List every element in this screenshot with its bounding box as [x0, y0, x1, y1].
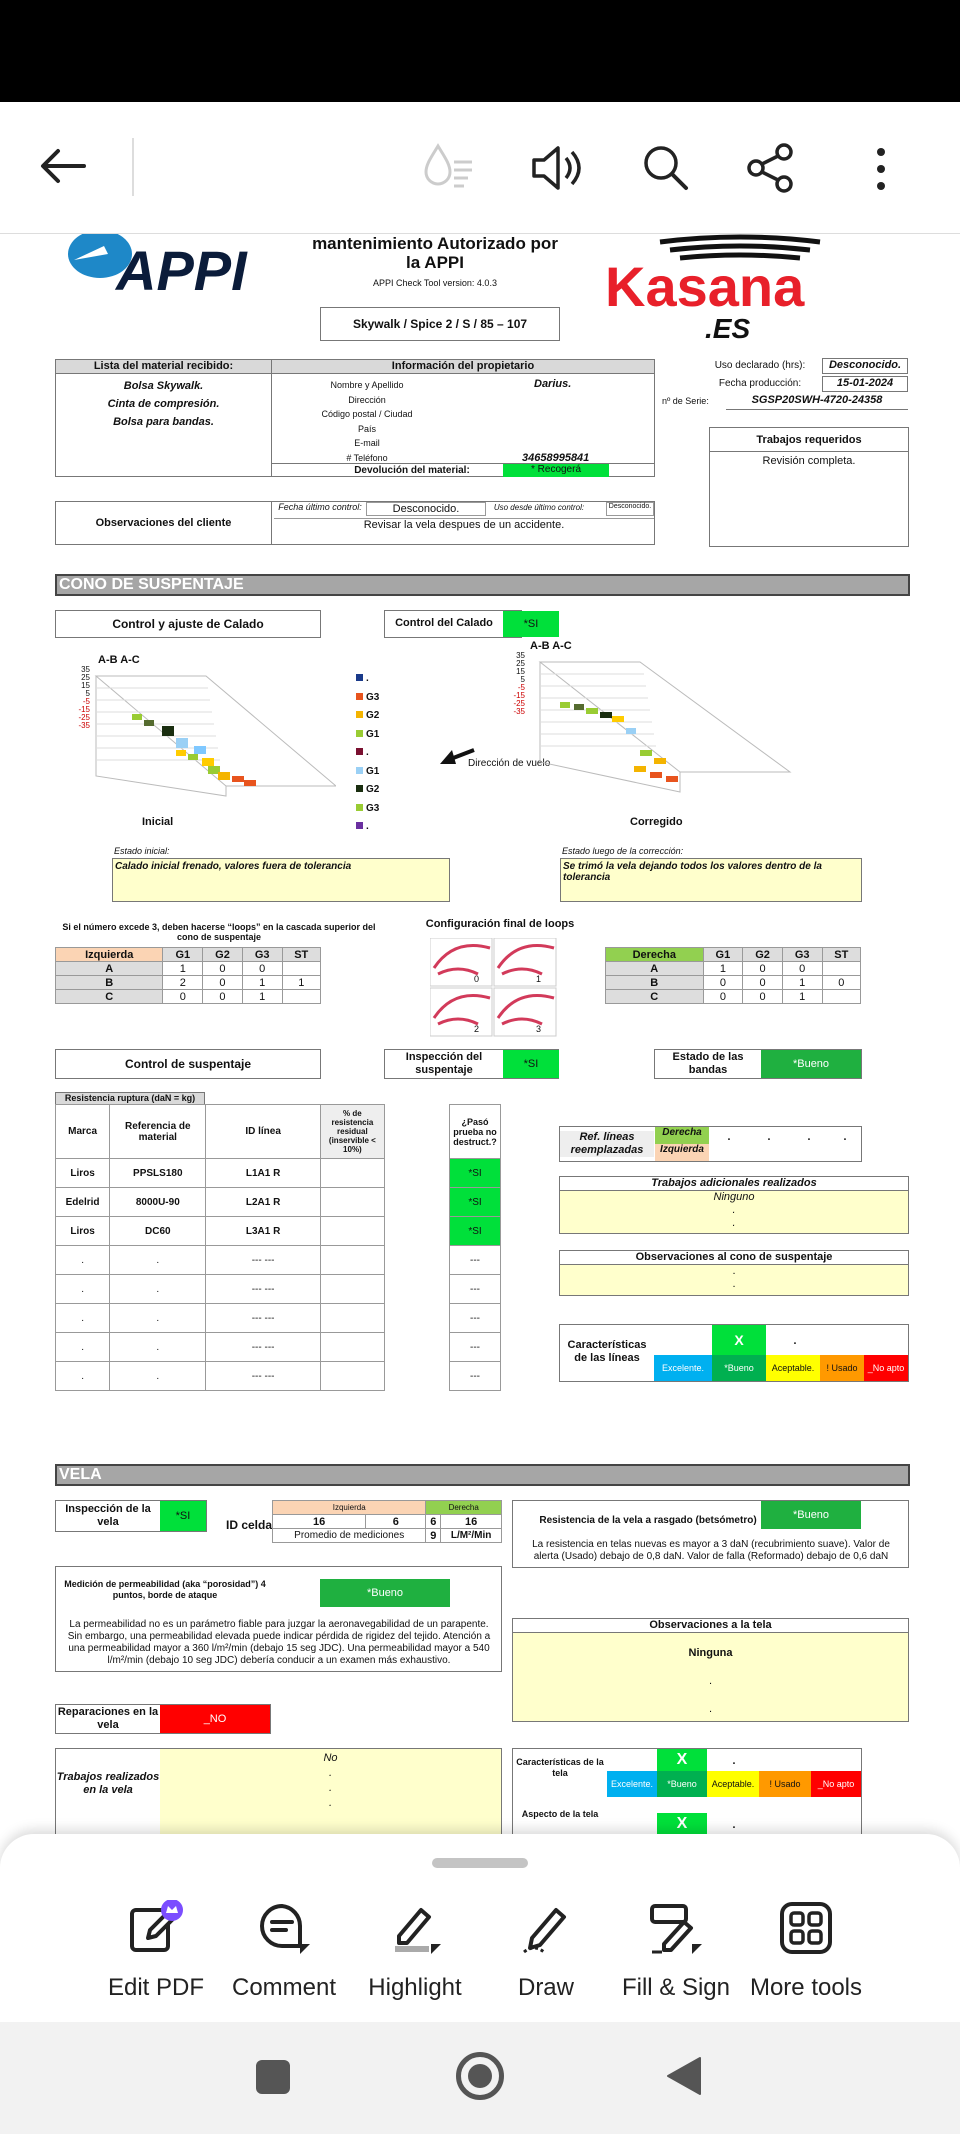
appi-logo	[60, 234, 280, 296]
serial-value: SGSP20SWH-4720-24358	[726, 394, 908, 410]
works-done-value: .	[328, 1767, 333, 1779]
id-celda-label: ID celda	[226, 1518, 273, 1532]
scale-aceptable: Aceptable.	[707, 1771, 759, 1797]
kasana-logo	[600, 234, 880, 344]
more-vert-icon[interactable]	[868, 146, 894, 192]
bands-state-label: Estado de las bandas	[672, 1051, 744, 1076]
additional-work-value: .	[732, 1204, 736, 1216]
initial-state-label: Estado inicial:	[114, 846, 170, 856]
tool-label: Highlight	[368, 1974, 462, 2001]
ref-dot: .	[806, 1127, 812, 1144]
inspeccion-suspentaje-value: *SI	[503, 1050, 559, 1078]
recents-button[interactable]	[256, 2060, 290, 2094]
control-calado-box	[384, 610, 539, 638]
tool-label: More tools	[749, 1974, 863, 2001]
control-calado-value: *SI	[503, 611, 559, 637]
cono-observations-box	[559, 1250, 909, 1296]
y-tick: -5	[82, 697, 90, 706]
y-axis-left	[60, 666, 90, 730]
sheet-handle[interactable]	[432, 1858, 528, 1868]
scale-usado: ! Usado	[759, 1771, 811, 1797]
fabric-char-mark: X	[657, 1749, 707, 1771]
ref-left-label: Izquierda	[655, 1144, 709, 1161]
inspeccion-suspentaje-label: Inspección del suspentaje	[405, 1051, 483, 1076]
legend-item: .	[356, 670, 379, 689]
additional-work-value: Ninguno	[713, 1191, 755, 1203]
calado-chart-corregido	[530, 654, 792, 804]
svg-text:.ES: .ES	[705, 313, 751, 344]
scale-excelente: Excelente.	[607, 1771, 657, 1797]
y-tick: 5	[520, 675, 525, 684]
client-obs-label: Observaciones del cliente	[56, 502, 272, 544]
header-title-line1: mantenimiento Autorizado por	[312, 234, 558, 253]
received-header: Lista del material recibido:	[56, 360, 271, 374]
tear-resistance-label: Resistencia de la vela a rasgado (betsómetro)	[539, 1515, 757, 1526]
works-done-label: Trabajos realizados en la vela	[56, 1771, 160, 1796]
legend-item: G3	[356, 800, 379, 819]
client-observations-box	[55, 501, 655, 545]
ref-lines-label: Ref. líneas reemplazadas	[560, 1131, 654, 1157]
ref-dot: .	[766, 1127, 772, 1144]
tear-resistance-box	[512, 1500, 909, 1568]
loop-number: 3	[536, 1024, 542, 1034]
additional-work-title: Trabajos adicionales realizados	[560, 1177, 908, 1191]
tool-fill-sign[interactable]	[616, 1900, 736, 2002]
fabric-observations-value: .	[708, 1703, 713, 1715]
cono-observations-title: Observaciones al cono de suspentaje	[560, 1251, 908, 1265]
permeability-value: *Bueno	[320, 1579, 450, 1607]
serial-label: nº de Serie:	[662, 396, 709, 406]
use-since-value: Desconocido.	[606, 502, 654, 516]
y-tick: 35	[516, 651, 525, 660]
fabric-observations-value: .	[708, 1675, 713, 1687]
scale-usado: ! Usado	[820, 1355, 864, 1381]
y-tick: -35	[78, 721, 90, 730]
header-title-line2: la APPI	[406, 253, 464, 272]
loop-number: 2	[474, 1024, 480, 1034]
kasana-text: Kasana	[605, 255, 805, 318]
owner-label: Dirección	[348, 394, 386, 405]
tool-label: Fill & Sign	[621, 1974, 731, 2001]
left-loops-table: Izquierda G1 G2 G3 ST A 1 0 0 B 2 0 1 1 C 0 0 1	[55, 947, 321, 1004]
home-button[interactable]	[456, 2052, 504, 2100]
legend-item: .	[356, 744, 379, 763]
legend-item: G3	[356, 689, 379, 708]
permeability-box	[55, 1566, 502, 1672]
legend-item: .	[356, 818, 379, 837]
owner-label: E-mail	[354, 438, 380, 448]
works-done-value: .	[328, 1782, 333, 1794]
test-table: ¿Pasó prueba no destruct.? *SI *SI *SI --- --- --- --- ---	[449, 1104, 501, 1391]
comment-icon	[256, 1900, 312, 1956]
fabric-aspect-label: Aspecto de la tela	[521, 1809, 599, 1819]
volume-icon[interactable]	[528, 142, 584, 194]
fabric-observations-title: Observaciones a la tela	[513, 1619, 908, 1633]
tear-resistance-value: *Bueno	[761, 1501, 861, 1529]
loop-number: 1	[536, 974, 542, 984]
inspeccion-suspentaje-box	[384, 1049, 559, 1079]
last-control-value: Desconocido.	[366, 502, 486, 516]
scale-excelente: Excelente.	[654, 1355, 712, 1381]
works-done-value: No	[323, 1752, 338, 1764]
owner-header: Información del propietario	[272, 360, 654, 374]
vela-inspection-label: Inspección de la vela	[65, 1503, 151, 1528]
owner-info-box	[271, 359, 655, 477]
cono-observations-value: .	[732, 1265, 736, 1277]
y-tick: -25	[78, 713, 90, 722]
system-nav-bar	[0, 2022, 960, 2134]
chart-right-title: A-B A-C	[530, 640, 572, 652]
additional-work-box	[559, 1176, 909, 1234]
header-title	[310, 234, 560, 272]
control-suspentaje-title: Control de suspentaje	[55, 1049, 321, 1079]
fill-sign-icon	[648, 1900, 704, 1956]
last-control-label: Fecha último control:	[278, 502, 362, 512]
lines-characteristics-box	[559, 1324, 909, 1382]
legend-item: G1	[356, 763, 379, 782]
after-state-text: Se trimó la vela dejando todos los valores dentro de la tolerancia	[560, 858, 862, 902]
fabric-char-label: Características de la tela	[516, 1757, 604, 1778]
received-item: Cinta de compresión.	[107, 398, 220, 410]
owner-label: # Teléfono	[346, 452, 388, 463]
chart-right-caption: Corregido	[630, 816, 683, 828]
ref-dot: .	[842, 1127, 848, 1144]
permeability-label: Medición de permeabilidad (aka “porosidad”) 4 puntos, borde de ataque	[64, 1579, 266, 1600]
section-cono: CONO DE SUSPENTAJE	[55, 574, 910, 596]
char-mark: X	[712, 1325, 766, 1355]
y-tick: 5	[85, 689, 90, 698]
legend-item: G1	[356, 726, 379, 745]
work-required-box	[709, 427, 909, 547]
scale-bueno: *Bueno	[712, 1355, 766, 1381]
production-date: 15-01-2024	[822, 376, 908, 392]
y-tick: -15	[78, 705, 90, 714]
back-button[interactable]	[666, 2056, 702, 2096]
declared-label: Uso declarado (hrs):	[714, 360, 806, 371]
pdf-page[interactable]	[0, 234, 960, 1834]
back-arrow-icon[interactable]	[38, 146, 88, 186]
declared-value: Desconocido.	[822, 358, 908, 374]
owner-label: Código postal / Ciudad	[321, 409, 413, 419]
after-state-label: Estado luego de la corrección:	[562, 846, 684, 856]
toolbar-divider	[132, 138, 134, 196]
loops-images	[430, 938, 558, 1038]
scale-aceptable: Aceptable.	[766, 1355, 820, 1381]
more-tools-icon	[778, 1900, 834, 1956]
permeability-table: Izquierda Derecha 16 6 6 16 Promedio de mediciones 9 L/M²/Min	[272, 1500, 502, 1543]
lines-table: Marca Referencia de material ID línea % de resistencia residual (inservible < 10%) Liros PPSLS180 L1A1 R Edelrid 8000U-90 L2A1 R Liros DC60 L3A1 R . . --- --- . . --- --- . . --- --- . . --- --- . . --- ---	[55, 1104, 385, 1391]
search-icon[interactable]	[640, 142, 692, 194]
fabric-char-dot: .	[731, 1751, 737, 1768]
bands-state-box	[654, 1049, 862, 1079]
fabric-aspect-dot: .	[731, 1815, 737, 1832]
return-label: Devolución del material:	[354, 465, 470, 476]
loop-number: 0	[474, 974, 480, 984]
chart-left-title: A-B A-C	[98, 654, 140, 666]
loops-title: Configuración final de loops	[425, 918, 575, 930]
owner-label: Nombre y Apellido	[330, 380, 404, 390]
share-icon[interactable]	[744, 142, 798, 194]
legend-item: G2	[356, 707, 379, 726]
highlight-icon	[387, 1900, 443, 1956]
read-aloud-icon[interactable]	[418, 142, 478, 194]
repairs-label: Reparaciones en la vela	[57, 1706, 159, 1731]
tool-label: Draw	[517, 1974, 574, 2001]
owner-label: País	[357, 423, 376, 434]
y-tick: -15	[513, 691, 525, 700]
right-loops-table: Derecha G1 G2 G3 ST A 1 0 0 B 0 0 1 0 C 0 0 1	[605, 947, 861, 1004]
ref-right-label: Derecha	[655, 1127, 709, 1144]
lines-characteristics-label: Características de las líneas	[567, 1339, 647, 1364]
y-tick: -5	[517, 683, 525, 692]
ref-dot: .	[726, 1127, 732, 1144]
status-bar	[0, 0, 960, 102]
tool-draw[interactable]	[486, 1900, 606, 2002]
y-tick: 35	[81, 665, 90, 674]
y-tick: 25	[516, 659, 525, 668]
ref-lines-box	[559, 1126, 862, 1162]
permeability-text: La permeabilidad no es un parámetro fiable para juzgar la aeronavegabilidad de un parapente. Sin embargo, una permeabilidad elevada puede indicar pérdida de rigidez del tejido. Atención a una permeabilidad mayor a 360 l/m²/min (debajo 15 seg JDC). Una permeabilidad mayor a 540 l/m²/min (debajo 10 seg JDC) debería conducir a un examen más exhaustivo.	[67, 1619, 491, 1666]
chart-left-caption: Inicial	[142, 816, 174, 828]
char-dot: .	[792, 1331, 798, 1348]
calado-title: Control y ajuste de Calado	[55, 610, 321, 638]
tear-resistance-text: La resistencia en telas nuevas es mayor a 3 daN (recubrimiento suave). Valor de alerta (Usado) debajo de 0,8 daN. Valor de falla (Reformado) debajo de 0,6 daN	[532, 1539, 890, 1562]
owner-name: Darius.	[534, 378, 572, 390]
y-tick: 25	[81, 673, 90, 682]
repairs-value: _NO	[160, 1705, 270, 1733]
y-tick: -35	[513, 707, 525, 716]
work-required-value: Revisión completa.	[762, 455, 856, 467]
use-since-label: Uso desde último control:	[493, 503, 585, 512]
additional-work-value: .	[732, 1217, 736, 1229]
fabric-observations-box	[512, 1618, 909, 1722]
tool-edit-pdf[interactable]	[96, 1900, 216, 2002]
scale-bueno: *Bueno	[657, 1771, 707, 1797]
fabric-aspect-mark: X	[657, 1813, 707, 1834]
chart-bars	[132, 714, 256, 786]
work-required-title: Trabajos requeridos	[710, 428, 908, 452]
tool-label: Comment	[231, 1974, 337, 2001]
section-vela: VELA	[55, 1464, 910, 1486]
fabric-observations-value: Ninguna	[688, 1647, 733, 1659]
direction-label: Dirección de vuelo	[468, 758, 551, 769]
fabric-characteristics-box	[512, 1748, 862, 1834]
works-done-value: .	[328, 1797, 333, 1809]
y-axis-right	[505, 652, 525, 716]
app-toolbar	[0, 102, 960, 234]
y-tick: 15	[81, 681, 90, 690]
scale-no-apto: _No apto	[811, 1771, 861, 1797]
edit-pdf-icon	[128, 1900, 184, 1956]
received-item: Bolsa para bandas.	[113, 416, 214, 428]
svg-text:APPI: APPI	[116, 239, 247, 296]
production-label: Fecha producción:	[718, 378, 802, 389]
legend-item: G2	[356, 781, 379, 800]
scale-no-apto: _No apto	[864, 1355, 908, 1381]
cono-observations-value: .	[732, 1278, 736, 1290]
version-text: APPI Check Tool version: 4.0.3	[373, 278, 497, 288]
chart-legend	[356, 670, 379, 837]
owner-phone: 34658995841	[522, 452, 590, 464]
resist-header: Resistencia ruptura (daN = kg)	[55, 1092, 205, 1105]
return-value: * Recogerá	[503, 464, 609, 477]
draw-icon	[518, 1900, 574, 1956]
calado-chart-inicial	[76, 666, 336, 806]
works-done-box	[55, 1748, 502, 1834]
y-tick: 15	[516, 667, 525, 676]
received-item: Bolsa Skywalk.	[123, 380, 204, 392]
y-tick: -25	[513, 699, 525, 708]
bands-state-value: *Bueno	[761, 1050, 861, 1078]
tool-label: Edit PDF	[107, 1974, 205, 2001]
loops-note: Si el número excede 3, deben hacerse “loops” en la cascada superior del cono de suspentaje	[62, 922, 376, 942]
tool-comment[interactable]	[224, 1900, 344, 2002]
tool-highlight[interactable]	[355, 1900, 475, 2002]
initial-state-text: Calado inicial frenado, valores fuera de tolerancia	[112, 858, 450, 902]
client-obs-text: Revisar la vela despues de un accidente.	[274, 518, 654, 531]
model-box: Skywalk / Spice 2 / S / 85 – 107	[320, 307, 560, 341]
vela-inspection-box	[55, 1500, 207, 1532]
repairs-box	[55, 1704, 271, 1734]
tool-more-tools[interactable]	[746, 1900, 866, 2002]
vela-inspection-value: *SI	[160, 1501, 206, 1531]
received-material-box	[55, 359, 272, 477]
control-calado-label: Control del Calado	[395, 617, 493, 629]
